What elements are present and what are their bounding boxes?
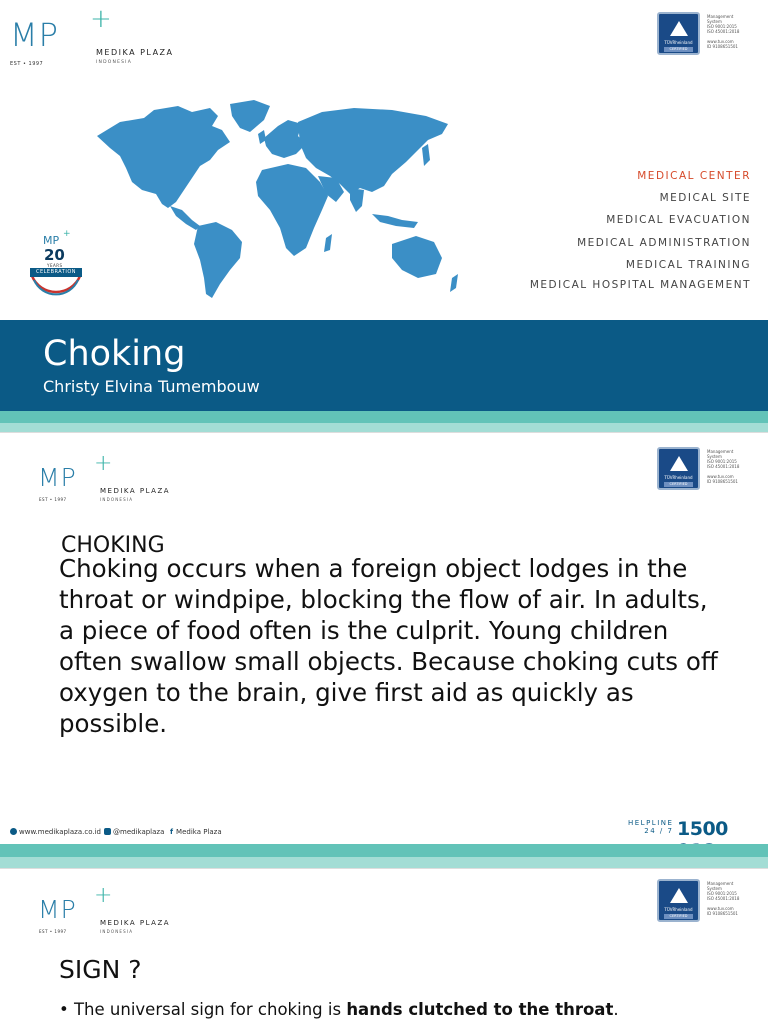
tuv-badge-icon: TÜVRheinland CERTIFIED [657,447,700,490]
logo-mark: MP [38,895,77,924]
title-band [0,320,768,411]
slide-heading: SIGN ? [59,955,142,984]
anniversary-years: 20 [44,246,65,264]
facebook-icon: f [170,828,174,836]
teal-stripe-light [0,857,768,868]
logo-est: EST • 1997 [39,929,67,934]
teal-stripe [0,844,768,857]
bullet-item: • The universal sign for choking is hands clutched to the throat. [59,1000,619,1019]
globe-icon [10,828,17,835]
teal-stripe-light [0,423,768,432]
logo-plus: + [90,4,112,34]
slide-body-text: Choking occurs when a foreign object lodges in the throat or windpipe, blocking the flow of air. In adults, a piece of food often is the culprit. Young children often swallow small objects. Because choking cuts off oxygen to the brain, give first aid as quickly as possible. [59,554,718,738]
certification-text: Management System ISO 9001:2015 ISO 45001:2018 www.tuv.com ID 9108651501 [707,14,740,49]
logo-brand: MEDIKA PLAZA [96,48,174,57]
medika-plaza-logo [38,883,238,939]
service-item: MEDICAL EVACUATION [606,214,751,226]
logo-brand: MEDIKA PLAZA [100,919,171,927]
facebook-link[interactable]: f Medika Plaza [170,828,222,836]
logo-mark: MP [38,463,77,492]
service-item: MEDICAL TRAINING [625,259,751,271]
anniversary-badge [24,229,88,298]
logo-country: INDONESIA [100,497,134,502]
logo-plus: + [94,883,113,908]
service-item: MEDICAL HOSPITAL MANAGEMENT [529,279,751,291]
tuv-certification [657,879,757,925]
tuv-badge-icon: TÜVRheinland CERTIFIED [657,879,700,922]
medika-plaza-logo [10,4,210,68]
world-map-image [92,98,472,303]
service-item: MEDICAL CENTER [637,170,751,182]
certification-text: Management System ISO 9001:2015 ISO 45001:2018 www.tuv.com ID 9108651501 [707,881,740,916]
logo-est: EST • 1997 [39,497,67,502]
medika-plaza-logo [38,451,238,507]
presentation-title: Choking [43,334,186,374]
content-slide-sign [0,868,768,1024]
tuv-badge-icon: TÜVRheinland CERTIFIED [657,12,700,55]
logo-brand: MEDIKA PLAZA [100,487,171,495]
helpline-label: HELPLINE 24 / 7 [628,819,674,835]
instagram-link[interactable]: @medikaplaza [104,828,164,836]
presentation-author: Christy Elvina Tumembouw [43,377,260,396]
teal-stripe [0,411,768,423]
tuv-certification [657,12,757,58]
logo-country: INDONESIA [100,929,134,934]
anniversary-years-word: YEARS [47,263,63,268]
anniversary-plus: + [63,229,71,239]
instagram-icon [104,828,111,835]
certification-text: Management System ISO 9001:2015 ISO 45001:2018 www.tuv.com ID 9108651501 [707,449,740,484]
bullet-emphasis: hands clutched to the throat [346,1000,614,1019]
tuv-certification [657,447,757,493]
logo-plus: + [94,451,113,476]
service-item: MEDICAL SITE [659,192,751,204]
service-item: MEDICAL ADMINISTRATION [577,237,751,249]
anniversary-ribbon: CELEBRATION [35,269,77,275]
logo-mark: MP [10,16,59,54]
logo-country: INDONESIA [96,60,132,65]
slide-heading: CHOKING [61,533,165,558]
title-slide [0,0,768,432]
logo-est: EST • 1997 [10,61,44,67]
anniversary-logo: MP [43,234,60,247]
helpline-number[interactable]: 1500 [677,818,728,840]
content-slide-choking [0,432,768,868]
website-link[interactable]: www.medikaplaza.co.id [10,828,101,836]
